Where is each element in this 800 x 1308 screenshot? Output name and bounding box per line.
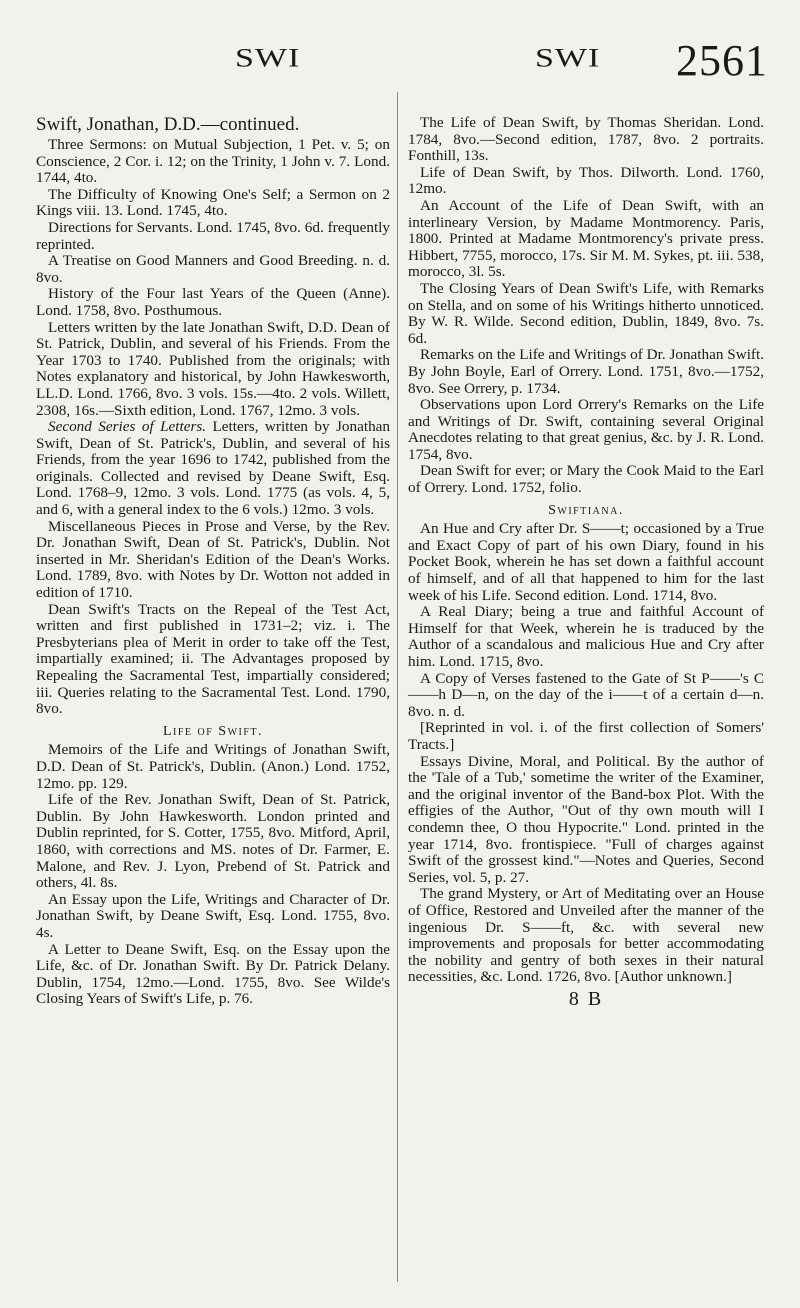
section-heading: Life of Swift. [162, 723, 264, 739]
column-divider [397, 92, 398, 1282]
bibliography-entry: An Account of the Life of Dean Swift, with an interlineary Version, by Madame Montmorency. Paris, 1800. Printed at Madame Montmorency's private press. Hibbert, 7755, morocco, 17s. Sir M. M. Sykes, pt. iii. 538, morocco, 3l. 5s. [408, 196, 764, 281]
bibliography-entry: The grand Mystery, or Art of Meditating over an House of Office, Restored and Unveiled after the manner of the ingenious Dr. S——ft, &c. with several new improvements and proposals for better accommodating the nobility and gentry of both sexes in their natural necessities, &c. Lond. 1726, 8vo. [Author unknown.] [408, 885, 764, 986]
running-head-left: SWI [235, 44, 301, 73]
running-head-right: SWI [535, 44, 601, 73]
bibliography-entry: Essays Divine, Moral, and Political. By the author of the 'Tale of a Tub,' sometime the writer of the Examiner, and the original inventor of the Band-box Plot. With the effigies of the Author, "Out of thy own mouth will I condemn thee, O thou Hypocrite." Lond. printed in the year 1714, 8vo. frontispiece. "Full of charges against Swift of the grossest kind."—Notes and Queries, Second Series, vol. 5, p. 27. [408, 752, 764, 886]
bibliography-entry: The Life of Dean Swift, by Thomas Sheridan. Lond. 1784, 8vo.—Second edition, 1787, 8vo. 2 portraits. Fonthill, 13s. [408, 114, 764, 165]
entry-text: Letters, written by Jonathan Swift, Dean of St. Patrick's, Dublin, and several of his Friends, from the year 1696 to 1742, published from the originals. Collected and revised by Deane Swift, Esq. Lond. 1768–9, 12mo. 3 vols. Lond. 1775 (as vols. 4, 5, and 6, with a general index to the 6 vols.) 12mo. 3 vols. [36, 418, 390, 519]
bibliography-entry: The Difficulty of Knowing One's Self; a Sermon on 2 Kings viii. 13. Lond. 1745, 4to. [36, 185, 390, 220]
bibliography-entry: An Essay upon the Life, Writings and Character of Dr. Jonathan Swift, by Deane Swift, Esq. Lond. 1755, 8vo. 4s. [36, 890, 390, 941]
bibliography-entry: A Real Diary; being a true and faithful Account of Himself for that Week, wherein he is traduced by the Author of a scandalous and malicious Hue and Cry after him. Lond. 1715, 8vo. [408, 603, 764, 670]
section-heading: Swiftiana. [548, 502, 624, 518]
bibliography-entry: Miscellaneous Pieces in Prose and Verse, by the Rev. Dr. Jonathan Swift, Dean of St. Patrick's, Dublin. Not inserted in Mr. Sheridan's Edition of the Dean's Works. Lond. 1789, 8vo. with Notes by Dr. Wotton not added in edition of 1710. [36, 517, 390, 602]
page-number: 2561 [676, 36, 768, 85]
bibliography-entry: The Closing Years of Dean Swift's Life, with Remarks on Stella, and on some of his Writings hitherto unnoticed. By W. R. Wilde. Second edition, Dublin, 1849, 8vo. 7s. 6d. [408, 279, 764, 347]
bibliography-entry: Dean Swift's Tracts on the Repeal of the Test Act, written and first published in 1731–2; viz. i. The Presbyterians plea of Merit in order to take off the Test, impartially examined; ii. The Advantages proposed by Repealing the Sacramental Test, impartially considered; iii. Queries relating to the Sacramental Test. Lond. 1790, 8vo. [36, 600, 390, 718]
bibliography-entry: An Hue and Cry after Dr. S——t; occasioned by a True and Exact Copy of part of his own Diary, found in his Pocket Book, wherein he has set down a faithful account of himself, and of all that happened to him for the last week of his Life. Second edition. Lond. 1714, 8vo. [408, 520, 764, 604]
bibliography-entry: Dean Swift for ever; or Mary the Cook Maid to the Earl of Orrery. Lond. 1752, folio. [408, 462, 764, 497]
bibliography-entry: Observations upon Lord Orrery's Remarks on the Life and Writings of Dr. Swift, containing several Original Anecdotes relating to that great genius, &c. by J. R. Lond. 1754, 8vo. [408, 396, 764, 463]
bibliography-entry [36, 419, 390, 519]
bibliography-entry: Life of Dean Swift, by Thos. Dilworth. Lond. 1760, 12mo. [408, 163, 764, 198]
bibliography-entry: History of the Four last Years of the Queen (Anne). Lond. 1758, 8vo. Posthumous. [36, 285, 390, 319]
bibliography-entry: Three Sermons: on Mutual Subjection, 1 Pet. v. 5; on Conscience, 2 Cor. i. 12; on the Trinity, 1 John v. 7. Lond. 1744, 4to. [36, 136, 390, 187]
bibliography-entry: Directions for Servants. Lond. 1745, 8vo. 6d. frequently reprinted. [36, 218, 390, 253]
right-column [408, 115, 764, 1010]
bibliography-entry: A Treatise on Good Manners and Good Breeding. n. d. 8vo. [36, 252, 390, 286]
entry-italic-lead: Second Series of Letters. [48, 418, 207, 436]
bibliography-entry: Life of the Rev. Jonathan Swift, Dean of St. Patrick, Dublin. By John Hawkesworth. London printed and Dublin reprinted, for S. Cotter, 1755, 8vo. Mitford, April, 1860, with corrections and MS. notes of Dr. Farmer, E. Malone, and Rev. J. Lyon, Prebend of St. Patrick and others, 4l. 8s. [36, 791, 390, 892]
bibliography-entry: Remarks on the Life and Writings of Dr. Jonathan Swift. By John Boyle, Earl of Orrery. Lond. 1751, 8vo.—1752, 8vo. See Orrery, p. 1734. [408, 346, 764, 397]
signature-mark: 8 B [568, 987, 604, 1010]
bibliography-entry: Memoirs of the Life and Writings of Jonathan Swift, D.D. Dean of St. Patrick's, Dublin. (Anon.) Lond. 1752, 12mo. pp. 129. [36, 741, 390, 792]
entry-heading: Swift, Jonathan, D.D.—continued. [36, 114, 300, 135]
bibliography-entry: A Copy of Verses fastened to the Gate of St P——'s C——h D—n, on the day of the i——t of a certain d—n. 8vo. n. d. [408, 669, 764, 720]
left-column [36, 115, 390, 1008]
bibliography-entry: Letters written by the late Jonathan Swift, D.D. Dean of St. Patrick, Dublin, and several of his Friends. From the Year 1703 to 1740. Published from the originals; with Notes explanatory and historical, by John Hawkesworth, LL.D. Lond. 1766, 8vo. 3 vols. 15s.—4to. 2 vols. Willett, 2308, 16s.—Sixth edition, Lond. 1767, 12mo. 3 vols. [36, 318, 390, 419]
bibliography-entry: [Reprinted in vol. i. of the first collection of Somers' Tracts.] [408, 719, 764, 753]
bibliography-entry: A Letter to Deane Swift, Esq. on the Essay upon the Life, &c. of Dr. Jonathan Swift. By Dr. Patrick Delany. Dublin, 1754, 12mo.—Lond. 1755, 8vo. See Wilde's Closing Years of Swift's Life, p. 76. [36, 940, 390, 1008]
